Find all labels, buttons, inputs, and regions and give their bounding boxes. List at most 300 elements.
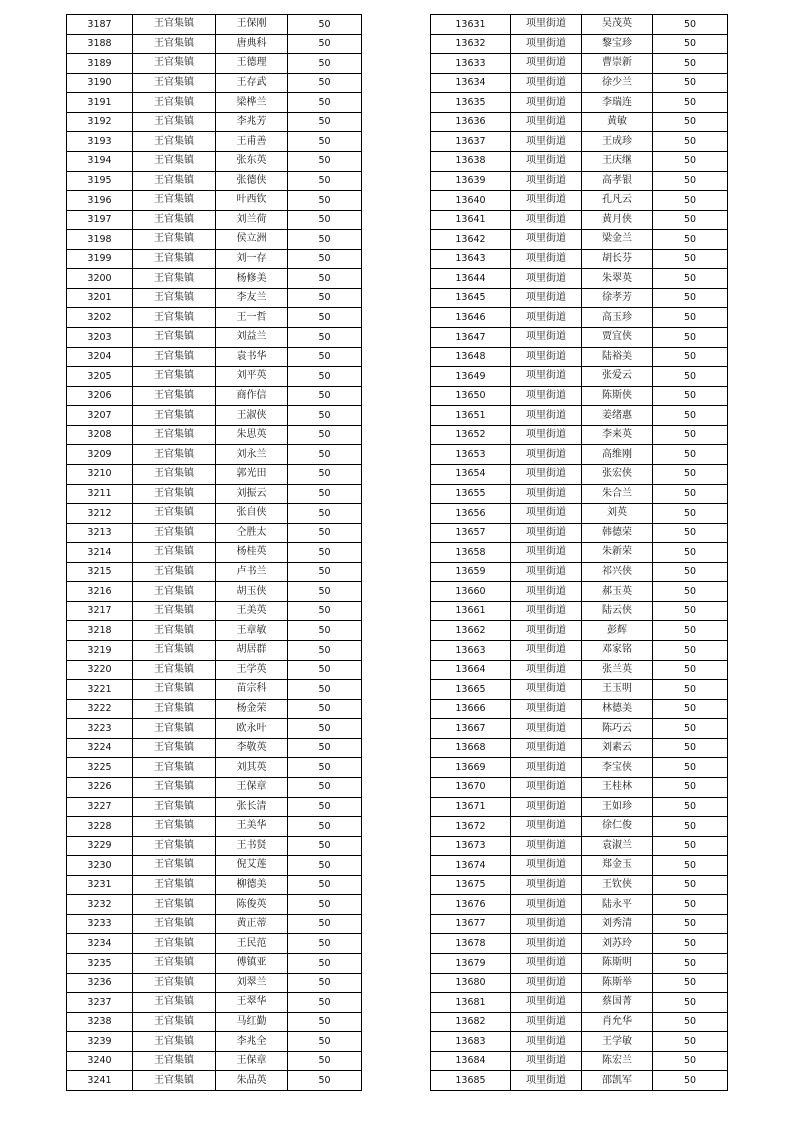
- name-cell: 吴茂英: [582, 15, 653, 35]
- serial-number-cell: 13640: [431, 191, 511, 211]
- name-cell: 李敬英: [216, 738, 288, 758]
- table-row: [431, 288, 728, 308]
- name-cell: 梁金兰: [582, 230, 653, 250]
- township-cell: 项里街道: [511, 34, 582, 54]
- serial-number-cell: 13682: [431, 1012, 511, 1032]
- table-row: [67, 934, 362, 954]
- table-row: [67, 171, 362, 191]
- amount-cell: 50: [653, 73, 728, 93]
- township-cell: 项里街道: [511, 719, 582, 739]
- township-cell: 王官集镇: [133, 34, 216, 54]
- amount-cell: 50: [288, 836, 362, 856]
- table-row: [67, 758, 362, 778]
- table-row: [67, 1032, 362, 1052]
- name-cell: 侯立洲: [216, 230, 288, 250]
- township-cell: 王官集镇: [133, 112, 216, 132]
- table-row: [431, 386, 728, 406]
- serial-number-cell: 13666: [431, 699, 511, 719]
- name-cell: 肖允华: [582, 1012, 653, 1032]
- name-cell: 刘英: [582, 504, 653, 524]
- township-cell: 项里街道: [511, 73, 582, 93]
- name-cell: 朱思英: [216, 425, 288, 445]
- serial-number-cell: 13668: [431, 738, 511, 758]
- name-cell: 王美华: [216, 817, 288, 837]
- township-cell: 项里街道: [511, 1012, 582, 1032]
- name-cell: 蔡国菁: [582, 993, 653, 1013]
- township-cell: 王官集镇: [133, 445, 216, 465]
- name-cell: 刘素云: [582, 738, 653, 758]
- serial-number-cell: 13655: [431, 484, 511, 504]
- table-row: [431, 15, 728, 35]
- amount-cell: 50: [653, 54, 728, 74]
- table-row: [431, 445, 728, 465]
- table-row: [431, 504, 728, 524]
- amount-cell: 50: [288, 914, 362, 934]
- amount-cell: 50: [653, 738, 728, 758]
- table-row: [67, 54, 362, 74]
- serial-number-cell: 3192: [67, 112, 133, 132]
- table-row: [67, 347, 362, 367]
- table-row: [67, 1051, 362, 1071]
- table-row: [431, 914, 728, 934]
- name-cell: 张长清: [216, 797, 288, 817]
- serial-number-cell: 3233: [67, 914, 133, 934]
- township-cell: 项里街道: [511, 210, 582, 230]
- name-cell: 朱品英: [216, 1071, 288, 1091]
- name-cell: 林德美: [582, 699, 653, 719]
- amount-cell: 50: [653, 484, 728, 504]
- serial-number-cell: 3207: [67, 406, 133, 426]
- table-row: [67, 738, 362, 758]
- table-row: [67, 210, 362, 230]
- name-cell: 胡长芬: [582, 249, 653, 269]
- amount-cell: 50: [288, 504, 362, 524]
- name-cell: 郑金玉: [582, 856, 653, 876]
- township-cell: 王官集镇: [133, 954, 216, 974]
- table-row: [67, 875, 362, 895]
- amount-cell: 50: [653, 308, 728, 328]
- amount-cell: 50: [653, 660, 728, 680]
- amount-cell: 50: [288, 621, 362, 641]
- serial-number-cell: 13642: [431, 230, 511, 250]
- township-cell: 项里街道: [511, 954, 582, 974]
- amount-cell: 50: [653, 777, 728, 797]
- serial-number-cell: 3201: [67, 288, 133, 308]
- table-row: [67, 601, 362, 621]
- township-cell: 王官集镇: [133, 895, 216, 915]
- township-cell: 王官集镇: [133, 641, 216, 661]
- table-row: [431, 367, 728, 387]
- name-cell: 刘振云: [216, 484, 288, 504]
- amount-cell: 50: [653, 464, 728, 484]
- name-cell: 张东英: [216, 151, 288, 171]
- amount-cell: 50: [653, 191, 728, 211]
- amount-cell: 50: [653, 523, 728, 543]
- table-row: [431, 993, 728, 1013]
- serial-number-cell: 13661: [431, 601, 511, 621]
- serial-number-cell: 13677: [431, 914, 511, 934]
- serial-number-cell: 3230: [67, 856, 133, 876]
- table-row: [67, 582, 362, 602]
- table-row: [67, 73, 362, 93]
- amount-cell: 50: [653, 856, 728, 876]
- name-cell: 王玉明: [582, 680, 653, 700]
- township-cell: 王官集镇: [133, 230, 216, 250]
- table-row: [431, 523, 728, 543]
- township-cell: 项里街道: [511, 582, 582, 602]
- name-cell: 刘永兰: [216, 445, 288, 465]
- table-row: [431, 464, 728, 484]
- amount-cell: 50: [288, 406, 362, 426]
- serial-number-cell: 13660: [431, 582, 511, 602]
- name-cell: 杨桂英: [216, 543, 288, 563]
- amount-cell: 50: [653, 1051, 728, 1071]
- serial-number-cell: 13645: [431, 288, 511, 308]
- amount-cell: 50: [653, 914, 728, 934]
- table-row: [431, 836, 728, 856]
- name-cell: 王钦侠: [582, 875, 653, 895]
- name-cell: 胡玉侠: [216, 582, 288, 602]
- amount-cell: 50: [653, 249, 728, 269]
- name-cell: 欧永叶: [216, 719, 288, 739]
- table-row: [67, 269, 362, 289]
- amount-cell: 50: [653, 269, 728, 289]
- township-cell: 项里街道: [511, 914, 582, 934]
- amount-cell: 50: [288, 680, 362, 700]
- amount-cell: 50: [653, 719, 728, 739]
- township-cell: 王官集镇: [133, 132, 216, 152]
- table-row: [67, 1012, 362, 1032]
- serial-number-cell: 3219: [67, 641, 133, 661]
- table-row: [67, 699, 362, 719]
- name-cell: 黄敏: [582, 112, 653, 132]
- table-row: [431, 543, 728, 563]
- amount-cell: 50: [653, 582, 728, 602]
- amount-cell: 50: [288, 93, 362, 113]
- amount-cell: 50: [288, 210, 362, 230]
- amount-cell: 50: [288, 15, 362, 35]
- serial-number-cell: 3217: [67, 601, 133, 621]
- township-cell: 项里街道: [511, 543, 582, 563]
- serial-number-cell: 3238: [67, 1012, 133, 1032]
- amount-cell: 50: [288, 777, 362, 797]
- amount-cell: 50: [288, 699, 362, 719]
- serial-number-cell: 3226: [67, 777, 133, 797]
- amount-cell: 50: [288, 386, 362, 406]
- township-cell: 项里街道: [511, 1032, 582, 1052]
- amount-cell: 50: [288, 1071, 362, 1091]
- name-cell: 朱合兰: [582, 484, 653, 504]
- serial-number-cell: 3236: [67, 973, 133, 993]
- name-cell: 商作信: [216, 386, 288, 406]
- township-cell: 王官集镇: [133, 93, 216, 113]
- amount-cell: 50: [288, 1032, 362, 1052]
- township-cell: 项里街道: [511, 230, 582, 250]
- table-row: [67, 230, 362, 250]
- serial-number-cell: 13657: [431, 523, 511, 543]
- serial-number-cell: 13649: [431, 367, 511, 387]
- serial-number-cell: 3225: [67, 758, 133, 778]
- name-cell: 朱翠英: [582, 269, 653, 289]
- table-row: [431, 54, 728, 74]
- township-cell: 王官集镇: [133, 875, 216, 895]
- table-row: [431, 191, 728, 211]
- amount-cell: 50: [288, 464, 362, 484]
- name-cell: 高孝银: [582, 171, 653, 191]
- amount-cell: 50: [288, 484, 362, 504]
- name-cell: 卢书兰: [216, 562, 288, 582]
- table-row: [431, 856, 728, 876]
- table-row: [431, 934, 728, 954]
- name-cell: 邵凯军: [582, 1071, 653, 1091]
- table-row: [431, 797, 728, 817]
- table-row: [67, 543, 362, 563]
- township-cell: 项里街道: [511, 777, 582, 797]
- amount-cell: 50: [288, 719, 362, 739]
- name-cell: 彭辉: [582, 621, 653, 641]
- table-row: [67, 93, 362, 113]
- amount-cell: 50: [288, 249, 362, 269]
- township-cell: 王官集镇: [133, 171, 216, 191]
- amount-cell: 50: [653, 934, 728, 954]
- name-cell: 郝玉英: [582, 582, 653, 602]
- name-cell: 王保刚: [216, 15, 288, 35]
- table-row: [431, 93, 728, 113]
- name-cell: 王德理: [216, 54, 288, 74]
- table-row: [431, 973, 728, 993]
- serial-number-cell: 3220: [67, 660, 133, 680]
- serial-number-cell: 3240: [67, 1051, 133, 1071]
- table-row: [67, 15, 362, 35]
- township-cell: 项里街道: [511, 191, 582, 211]
- amount-cell: 50: [288, 347, 362, 367]
- amount-cell: 50: [288, 641, 362, 661]
- name-cell: 袁淑兰: [582, 836, 653, 856]
- amount-cell: 50: [653, 425, 728, 445]
- serial-number-cell: 13650: [431, 386, 511, 406]
- name-cell: 刘苏玲: [582, 934, 653, 954]
- township-cell: 项里街道: [511, 132, 582, 152]
- township-cell: 王官集镇: [133, 660, 216, 680]
- township-cell: 项里街道: [511, 601, 582, 621]
- table-row: [67, 680, 362, 700]
- name-cell: 倪艾莲: [216, 856, 288, 876]
- name-cell: 刘益兰: [216, 328, 288, 348]
- table-row: [431, 1071, 728, 1091]
- township-cell: 王官集镇: [133, 856, 216, 876]
- township-cell: 王官集镇: [133, 797, 216, 817]
- table-row: [67, 112, 362, 132]
- table-row: [67, 406, 362, 426]
- name-cell: 王保章: [216, 1051, 288, 1071]
- serial-number-cell: 3214: [67, 543, 133, 563]
- township-cell: 项里街道: [511, 151, 582, 171]
- serial-number-cell: 3224: [67, 738, 133, 758]
- township-cell: 项里街道: [511, 895, 582, 915]
- serial-number-cell: 13637: [431, 132, 511, 152]
- amount-cell: 50: [288, 562, 362, 582]
- township-cell: 项里街道: [511, 797, 582, 817]
- township-cell: 王官集镇: [133, 738, 216, 758]
- township-cell: 项里街道: [511, 112, 582, 132]
- serial-number-cell: 13641: [431, 210, 511, 230]
- table-row: [431, 210, 728, 230]
- township-cell: 项里街道: [511, 249, 582, 269]
- name-cell: 李兆芳: [216, 112, 288, 132]
- name-cell: 曹崇新: [582, 54, 653, 74]
- table-row: [67, 621, 362, 641]
- amount-cell: 50: [288, 797, 362, 817]
- serial-number-cell: 13643: [431, 249, 511, 269]
- table-row: [67, 954, 362, 974]
- serial-number-cell: 3198: [67, 230, 133, 250]
- amount-cell: 50: [653, 758, 728, 778]
- table-row: [431, 1051, 728, 1071]
- serial-number-cell: 13639: [431, 171, 511, 191]
- table-row: [431, 347, 728, 367]
- name-cell: 杨金荣: [216, 699, 288, 719]
- serial-number-cell: 13664: [431, 660, 511, 680]
- serial-number-cell: 3232: [67, 895, 133, 915]
- name-cell: 柳德美: [216, 875, 288, 895]
- name-cell: 陆裕美: [582, 347, 653, 367]
- amount-cell: 50: [288, 171, 362, 191]
- amount-cell: 50: [288, 660, 362, 680]
- amount-cell: 50: [288, 269, 362, 289]
- name-cell: 郭光田: [216, 464, 288, 484]
- table-row: [67, 914, 362, 934]
- amount-cell: 50: [653, 171, 728, 191]
- township-cell: 王官集镇: [133, 288, 216, 308]
- name-cell: 高玉珍: [582, 308, 653, 328]
- name-cell: 苗宗科: [216, 680, 288, 700]
- name-cell: 胡居群: [216, 641, 288, 661]
- name-cell: 陈俊英: [216, 895, 288, 915]
- serial-number-cell: 13679: [431, 954, 511, 974]
- township-cell: 王官集镇: [133, 1032, 216, 1052]
- table-row: [67, 797, 362, 817]
- name-cell: 杨修美: [216, 269, 288, 289]
- table-row: [431, 151, 728, 171]
- amount-cell: 50: [288, 875, 362, 895]
- serial-number-cell: 3228: [67, 817, 133, 837]
- serial-number-cell: 3234: [67, 934, 133, 954]
- amount-cell: 50: [288, 191, 362, 211]
- amount-cell: 50: [288, 1012, 362, 1032]
- township-cell: 项里街道: [511, 836, 582, 856]
- amount-cell: 50: [288, 856, 362, 876]
- serial-number-cell: 13633: [431, 54, 511, 74]
- township-cell: 王官集镇: [133, 1051, 216, 1071]
- serial-number-cell: 13652: [431, 425, 511, 445]
- township-cell: 王官集镇: [133, 347, 216, 367]
- serial-number-cell: 13646: [431, 308, 511, 328]
- amount-cell: 50: [653, 347, 728, 367]
- name-cell: 黄月侠: [582, 210, 653, 230]
- name-cell: 王庆继: [582, 151, 653, 171]
- amount-cell: 50: [288, 151, 362, 171]
- serial-number-cell: 3203: [67, 328, 133, 348]
- serial-number-cell: 3210: [67, 464, 133, 484]
- table-row: [67, 328, 362, 348]
- serial-number-cell: 3189: [67, 54, 133, 74]
- table-row: [431, 660, 728, 680]
- amount-cell: 50: [288, 758, 362, 778]
- left-roster-body: [67, 15, 362, 1091]
- township-cell: 项里街道: [511, 758, 582, 778]
- name-cell: 王章敏: [216, 621, 288, 641]
- serial-number-cell: 13662: [431, 621, 511, 641]
- township-cell: 王官集镇: [133, 621, 216, 641]
- township-cell: 王官集镇: [133, 504, 216, 524]
- township-cell: 项里街道: [511, 738, 582, 758]
- township-cell: 王官集镇: [133, 973, 216, 993]
- serial-number-cell: 3206: [67, 386, 133, 406]
- amount-cell: 50: [288, 328, 362, 348]
- name-cell: 张德侠: [216, 171, 288, 191]
- name-cell: 韩德荣: [582, 523, 653, 543]
- table-row: [431, 895, 728, 915]
- amount-cell: 50: [653, 641, 728, 661]
- serial-number-cell: 3213: [67, 523, 133, 543]
- serial-number-cell: 3221: [67, 680, 133, 700]
- table-row: [431, 641, 728, 661]
- township-cell: 项里街道: [511, 504, 582, 524]
- township-cell: 王官集镇: [133, 269, 216, 289]
- serial-number-cell: 3208: [67, 425, 133, 445]
- name-cell: 朱新荣: [582, 543, 653, 563]
- township-cell: 王官集镇: [133, 406, 216, 426]
- table-row: [67, 1071, 362, 1091]
- serial-number-cell: 13667: [431, 719, 511, 739]
- amount-cell: 50: [653, 132, 728, 152]
- name-cell: 王保章: [216, 777, 288, 797]
- township-cell: 项里街道: [511, 875, 582, 895]
- name-cell: 王一哲: [216, 308, 288, 328]
- table-row: [431, 758, 728, 778]
- serial-number-cell: 3222: [67, 699, 133, 719]
- name-cell: 邓家铭: [582, 641, 653, 661]
- township-cell: 王官集镇: [133, 484, 216, 504]
- name-cell: 黄正蒂: [216, 914, 288, 934]
- serial-number-cell: 3194: [67, 151, 133, 171]
- serial-number-cell: 3215: [67, 562, 133, 582]
- serial-number-cell: 3235: [67, 954, 133, 974]
- table-row: [431, 171, 728, 191]
- serial-number-cell: 3202: [67, 308, 133, 328]
- name-cell: 王成珍: [582, 132, 653, 152]
- serial-number-cell: 13675: [431, 875, 511, 895]
- township-cell: 王官集镇: [133, 54, 216, 74]
- township-cell: 项里街道: [511, 523, 582, 543]
- name-cell: 陈斯举: [582, 973, 653, 993]
- amount-cell: 50: [288, 738, 362, 758]
- table-row: [67, 151, 362, 171]
- serial-number-cell: 13676: [431, 895, 511, 915]
- amount-cell: 50: [653, 699, 728, 719]
- serial-number-cell: 13658: [431, 543, 511, 563]
- township-cell: 项里街道: [511, 680, 582, 700]
- amount-cell: 50: [288, 445, 362, 465]
- township-cell: 项里街道: [511, 817, 582, 837]
- amount-cell: 50: [288, 73, 362, 93]
- table-row: [67, 132, 362, 152]
- name-cell: 祁兴侠: [582, 562, 653, 582]
- name-cell: 王桂林: [582, 777, 653, 797]
- amount-cell: 50: [288, 954, 362, 974]
- serial-number-cell: 3211: [67, 484, 133, 504]
- amount-cell: 50: [653, 601, 728, 621]
